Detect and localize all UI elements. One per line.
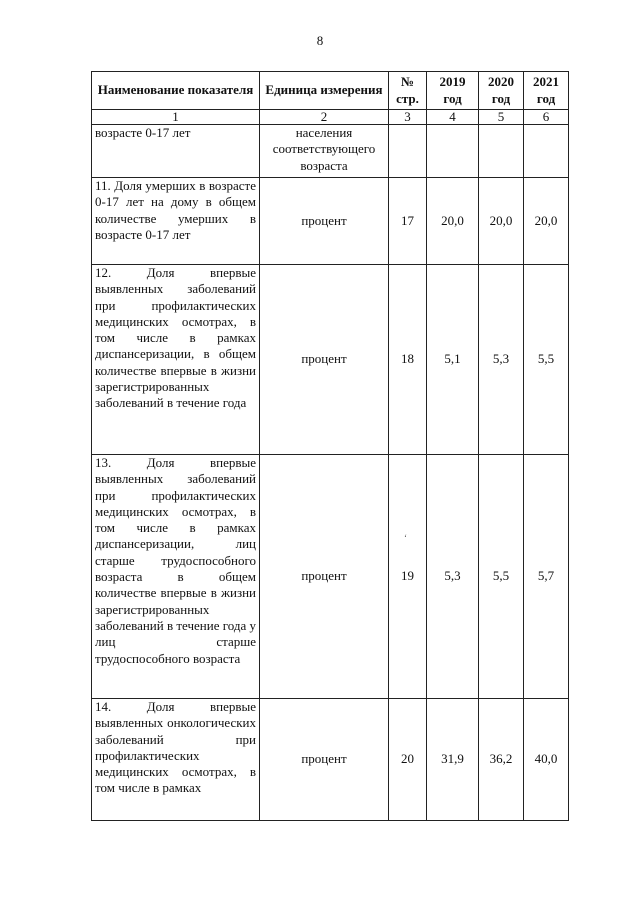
value-2020: 5,3	[479, 265, 524, 455]
value-2020	[479, 125, 524, 178]
column-number: 5	[479, 110, 524, 125]
page-number: 8	[316, 33, 324, 48]
indicator-line: 19	[389, 455, 427, 699]
value-2020: 36,2	[479, 699, 524, 821]
table-row	[92, 699, 569, 821]
header-2020: 2020 год	[479, 72, 524, 110]
indicator-unit: процент	[260, 699, 389, 821]
indicator-unit: процент	[260, 265, 389, 455]
header-row	[92, 72, 569, 110]
value-2021: 40,0	[524, 699, 569, 821]
table-row	[92, 178, 569, 265]
indicator-unit: процент	[260, 455, 389, 699]
column-number-row	[92, 110, 569, 125]
indicator-unit: процент	[260, 178, 389, 265]
value-2021: 20,0	[524, 178, 569, 265]
value-2019: 5,3	[427, 455, 479, 699]
column-number: 4	[427, 110, 479, 125]
value-2021: 5,7	[524, 455, 569, 699]
value-2020: 20,0	[479, 178, 524, 265]
indicator-name: 11. Доля умерших в возрасте 0-17 лет на дому в общем количестве умерших в возрасте 0-17 лет	[92, 178, 260, 265]
indicators-table	[91, 71, 569, 821]
header-line-number: № стр.	[389, 72, 427, 110]
column-number: 6	[524, 110, 569, 125]
indicator-name: 12. Доля впервые выявленных заболеваний при профилактических медицинских осмотрах, в том числе в рамках диспансеризации, в общем количестве впервые в жизни зарегистрированных заболеваний в течение года	[92, 265, 260, 455]
value-2019	[427, 125, 479, 178]
column-number: 1	[92, 110, 260, 125]
indicator-unit: населения соответствующего возраста	[260, 125, 389, 178]
value-2019: 20,0	[427, 178, 479, 265]
header-2019: 2019 год	[427, 72, 479, 110]
indicator-name: возрасте 0-17 лет	[92, 125, 260, 178]
value-2021	[524, 125, 569, 178]
indicator-line	[389, 125, 427, 178]
value-2020: 5,5	[479, 455, 524, 699]
value-2019: 31,9	[427, 699, 479, 821]
indicator-name: 14. Доля впервые выявленных онкологических заболеваний при профилактических медицинских осмотрах, в том числе в рамках	[92, 699, 260, 821]
column-number: 3	[389, 110, 427, 125]
indicator-line: 17	[389, 178, 427, 265]
value-2021: 5,5	[524, 265, 569, 455]
header-2021: 2021 год	[524, 72, 569, 110]
header-unit: Единица измерения	[260, 72, 389, 110]
column-number: 2	[260, 110, 389, 125]
indicator-line: 20	[389, 699, 427, 821]
indicator-name: 13. Доля впервые выявленных заболеваний при профилактических медицинских осмотрах, в том числе в рамках диспансеризации, лиц старше трудоспособного возраста в общем количестве впервые в жизни зарегистрированных заболеваний в течение года у лиц старше трудоспособного возраста	[92, 455, 260, 699]
table-row	[92, 265, 569, 455]
indicator-line: 18	[389, 265, 427, 455]
header-name: Наименование показателя	[92, 72, 260, 110]
stray-ink-mark: ‘	[404, 533, 407, 543]
table-row	[92, 455, 569, 699]
value-2019: 5,1	[427, 265, 479, 455]
table-row	[92, 125, 569, 178]
